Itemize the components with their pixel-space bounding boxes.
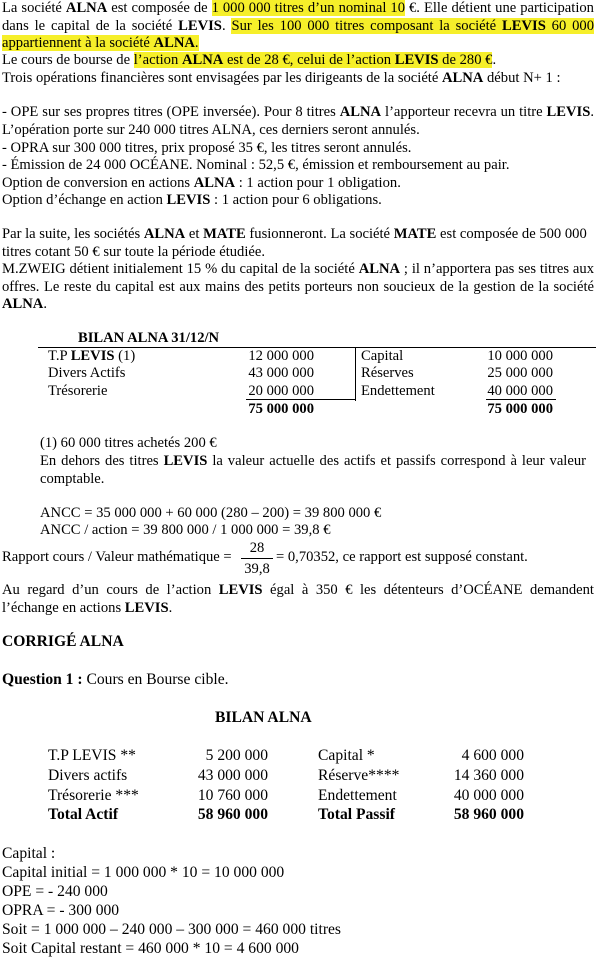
bilan2-tp-value: 5 200 000 <box>205 747 268 764</box>
bilan1-total-actif: 75 000 000 <box>248 401 314 417</box>
question1-heading: Question 1 : Cours en Bourse cible. <box>2 671 229 688</box>
ratio-result: = 0,70352, ce rapport est supposé constant. <box>276 549 528 565</box>
bilan1-endettement-value: 40 000 000 <box>487 383 553 399</box>
corrige-heading: CORRIGÉ ALNA <box>2 633 124 650</box>
bilan2-capital-label: Capital * <box>318 747 375 764</box>
bilan1-tresorerie-label: Trésorerie <box>48 383 108 399</box>
bilan2-total-actif-label: Total Actif <box>48 806 119 823</box>
capital-heading: Capital : <box>2 845 56 862</box>
capital-ope-line: OPE = - 240 000 <box>2 883 108 900</box>
capital-restant-line: Soit Capital restant = 460 000 * 10 = 4 600 000 <box>2 940 299 957</box>
capital-initial-line: Capital initial = 1 000 000 * 10 = 10 000 000 <box>2 864 285 881</box>
bilan1-tp-value: 12 000 000 <box>248 348 314 364</box>
bilan2-reserve-label: Réserve**** <box>318 767 400 784</box>
bilan2-reserve-value: 14 360 000 <box>453 767 524 784</box>
bilan2-total-passif-label: Total Passif <box>318 806 395 823</box>
bilan1-capital-label: Capital <box>361 348 404 364</box>
bilan2-title: BILAN ALNA <box>215 709 312 726</box>
bilan2-tresorerie-label: Trésorerie *** <box>48 787 139 804</box>
capital-titres-line: Soit = 1 000 000 – 240 000 – 300 000 = 460 000 titres <box>2 921 341 938</box>
bilan1-capital-value: 10 000 000 <box>487 348 553 364</box>
bilan2-tp-label: T.P LEVIS ** <box>48 747 136 764</box>
ratio-denominator: 39,8 <box>244 561 270 577</box>
operations-intro: Trois opérations financières sont envisagées par les dirigeants de la société ALNA début N+ 1 : <box>2 70 561 86</box>
bilan2-endettement-label: Endettement <box>318 787 397 804</box>
bilan1-divers-label: Divers Actifs <box>48 365 126 381</box>
note-valeur: En dehors des titres LEVIS la valeur actuelle des actifs et passifs correspond à leur valeur comptable. <box>40 453 586 487</box>
bilan1-reserves-label: Réserves <box>361 365 414 381</box>
bilan2-capital-value: 4 600 000 <box>461 747 524 764</box>
bourse-line: Le cours de bourse de l’action ALNA est de 28 €, celui de l’action LEVIS de 280 €. <box>2 52 497 68</box>
bilan1-endettement-label: Endettement <box>361 383 435 399</box>
bilan2-total-passif-value: 58 960 000 <box>453 806 524 823</box>
bilan2-divers-value: 43 000 000 <box>197 767 268 784</box>
op-echange: Option d’échange en action LEVIS : 1 action pour 6 obligations. <box>2 192 382 208</box>
capital-opra-line: OPRA = - 300 000 <box>2 902 120 919</box>
ratio-fraction-bar <box>241 558 273 559</box>
intro-paragraph: La société ALNA est composée de 1 000 000 titres d’un nominal 10 €. Elle détient une participation dans le capital de la société LEVIS. Sur les 100 000 titres composant la société LEVIS 60 000 appartiennent à la société ALNA. <box>2 0 595 52</box>
bilan2-endettement-value: 40 000 000 <box>453 787 524 804</box>
bilan1-title: BILAN ALNA 31/12/N <box>78 330 220 346</box>
bilan1-divider <box>355 347 356 401</box>
bilan1-total-passif: 75 000 000 <box>487 401 553 417</box>
bilan2-tresorerie-value: 10 760 000 <box>197 787 268 804</box>
op-ope: - OPE sur ses propres titres (OPE inversée). Pour 8 titres ALNA l’apporteur recevra un titre LEVIS. L’opération porte sur 240 000 titres ALNA, ces derniers seront annulés. <box>2 104 594 138</box>
bilan2-total-actif-value: 58 960 000 <box>197 806 268 823</box>
bilan1-divers-value: 43 000 000 <box>248 365 314 381</box>
merge-paragraph: Par la suite, les sociétés ALNA et MATE fusionneront. La société MATE est composée de 500 000 titres cotant 50 € sur toute la période étudiée. <box>2 226 587 260</box>
op-conversion: Option de conversion en actions ALNA : 1 action pour 1 obligation. <box>2 175 401 191</box>
oceane-exchange-paragraph: Au regard d’un cours de l’action LEVIS égal à 350 € les détenteurs d’OCÉANE demandent l’échange en actions LEVIS. <box>2 582 594 616</box>
ratio-label: Rapport cours / Valeur mathématique = <box>2 549 232 565</box>
op-oceane: - Émission de 24 000 OCÉANE. Nominal : 52,5 €, émission et remboursement au pair. <box>2 157 510 173</box>
zweig-paragraph: M.ZWEIG détient initialement 15 % du capital de la société ALNA ; il n’apportera pas ses titres aux offres. Le reste du capital est aux mains des petits porteurs non soucieux de la gestion de la société ALNA. <box>2 261 595 313</box>
note-titres: (1) 60 000 titres achetés 200 € <box>40 435 217 451</box>
bilan1-reserves-value: 25 000 000 <box>487 365 553 381</box>
ancc-line: ANCC = 35 000 000 + 60 000 (280 – 200) = 39 800 000 € <box>40 505 382 521</box>
bilan1-tp-label: T.P LEVIS (1) <box>48 348 136 364</box>
ratio-numerator: 28 <box>249 540 265 556</box>
bilan1-tresorerie-value: 20 000 000 <box>248 383 314 399</box>
bilan2-divers-label: Divers actifs <box>48 767 128 784</box>
ancc-action-line: ANCC / action = 39 800 000 / 1 000 000 = 39,8 € <box>40 522 331 538</box>
op-opra: - OPRA sur 300 000 titres, prix proposé 35 €, les titres seront annulés. <box>2 140 412 156</box>
